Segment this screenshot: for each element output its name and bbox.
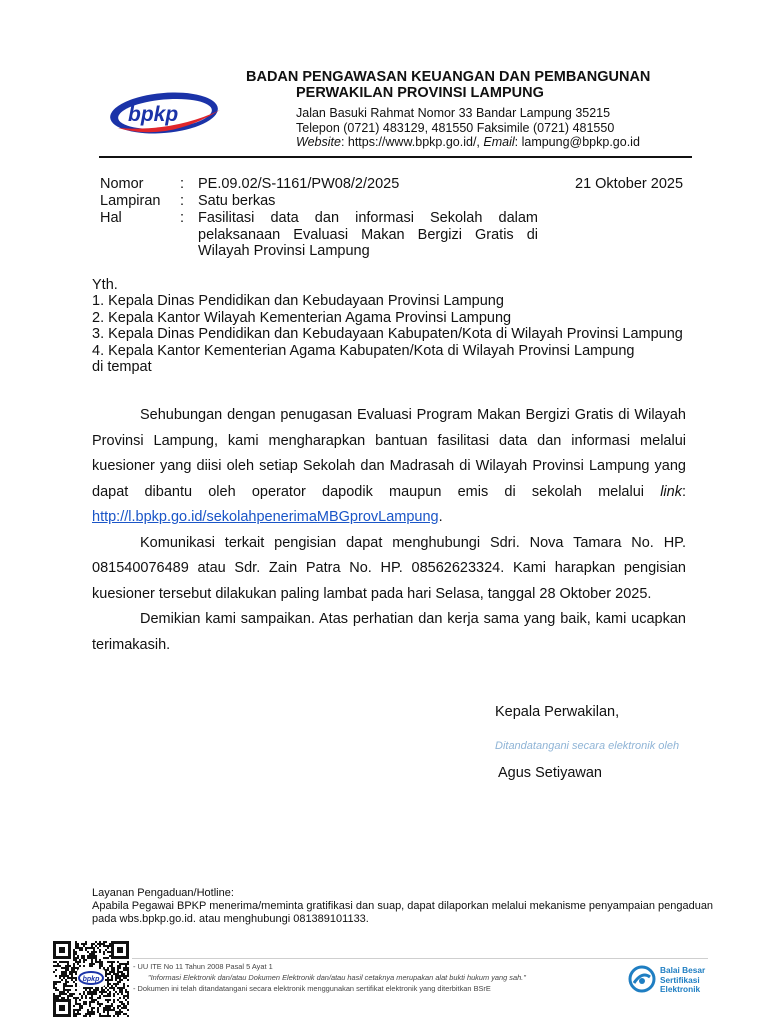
footer-line-1: - UU ITE No 11 Tahun 2008 Pasal 5 Ayat 1 xyxy=(133,962,273,971)
letterhead-divider xyxy=(99,156,692,158)
nomor-label: Nomor xyxy=(100,176,144,192)
yth-label: Yth. xyxy=(92,277,118,293)
footer-line-2: "Informasi Elektronik dan/atau Dokumen Elektronik dan/atau hasil cetaknya merupakan alat bukti hukum yang sah." xyxy=(148,973,526,982)
website-label: Website xyxy=(296,135,341,149)
body-paragraph-3: Demikian kami sampaikan. Atas perhatian dan kerja sama yang baik, kami ucapkan terimakasih. xyxy=(92,611,686,653)
recipient-item: 4. Kepala Kantor Kementerian Agama Kabupaten/Kota di Wilayah Provinsi Lampung xyxy=(92,342,635,359)
recipients-block xyxy=(92,277,692,375)
website-value[interactable]: : https://www.bpkp.go.id/, xyxy=(340,135,484,149)
nomor-value: PE.09.02/S-1161/PW08/2/2025 xyxy=(198,176,400,192)
bsre-line-2: Sertifikasi xyxy=(660,974,700,985)
email-value[interactable]: : lampung@bpkp.go.id xyxy=(514,135,640,149)
hal-colon: : xyxy=(180,210,185,226)
lampiran-value: Satu berkas xyxy=(198,193,276,209)
survey-link[interactable]: http://l.bpkp.go.id/sekolahpenerimaMBGprovLampung xyxy=(92,509,439,525)
p1-sep: : xyxy=(681,483,686,500)
p1-text: Sehubungan dengan penugasan Evaluasi Program Makan Bergizi Gratis di Wilayah Provinsi Lampung, kami mengharapkan bantuan fasilitasi data dan informasi melalui kuesioner yang diisi oleh setiap Sekolah dan Madrasah di Wilayah Provinsi Lampung yang dapat dibantu oleh operator dapodik maupun emis di sekolah melalui xyxy=(92,407,686,500)
footer-line-3: - Dokumen ini telah ditandatangani secara elektronik menggunakan sertifikat elektronik yang diterbitkan BSrE xyxy=(133,984,491,993)
body-paragraph-2: Komunikasi terkait pengisian dapat menghubungi Sdri. Nova Tamara No. HP. 081540076489 atau Sdr. Zain Patra No. HP. 08562623324. Kami harapkan pengisian kuesioner tersebut dilakukan paling lambat pada hari Selasa, tanggal 28 Oktober 2025. xyxy=(92,534,686,602)
lampiran-label: Lampiran xyxy=(100,193,161,209)
org-web-email xyxy=(296,135,640,150)
qr-code-icon xyxy=(53,941,129,1017)
qr-logo-text: bpkp xyxy=(82,976,100,983)
recipient-item: 1. Kepala Dinas Pendidikan dan Kebudayaan Provinsi Lampung xyxy=(92,293,504,310)
hotline-text: Apabila Pegawai BPKP menerima/meminta gratifikasi dan suap, dapat dilaporkan melalui mekanisme penyampaian pengaduan pada wbs.bpkp.go.id. atau menghubungi 081389101133. xyxy=(92,899,714,925)
bsre-logo-icon xyxy=(628,965,656,993)
recipient-place: di tempat xyxy=(92,359,152,376)
email-label: Email xyxy=(483,135,515,149)
bsre-label xyxy=(660,966,705,995)
org-name-line2: PERWAKILAN PROVINSI LAMPUNG xyxy=(296,85,544,101)
letter-body xyxy=(92,403,686,658)
hal-value: Fasilitasi data dan informasi Sekolah dalam pelaksanaan Evaluasi Makan Bergizi Gratis di Wilayah Provinsi Lampung xyxy=(198,210,538,259)
p1-end: . xyxy=(438,509,443,525)
org-address: Jalan Basuki Rahmat Nomor 33 Bandar Lampung 35215 xyxy=(296,106,611,120)
org-name-line1: BADAN PENGAWASAN KEUANGAN DAN PEMBANGUNAN xyxy=(246,69,651,85)
bpkp-logo xyxy=(108,88,226,140)
hotline-block xyxy=(92,887,732,925)
bsre-line-1: Balai Besar xyxy=(660,965,706,975)
lampiran-colon: : xyxy=(180,193,185,209)
esign-note: Ditandatangani secara elektronik oleh xyxy=(495,740,680,752)
body-paragraph-1 xyxy=(92,403,686,531)
letter-date: 21 Oktober 2025 xyxy=(575,176,684,192)
p1-link-label: link xyxy=(660,483,682,500)
nomor-colon: : xyxy=(180,176,185,192)
signer-name: Agus Setiyawan xyxy=(498,765,602,781)
recipient-item: 2. Kepala Kantor Wilayah Kementerian Agama Provinsi Lampung xyxy=(92,309,512,326)
signer-title: Kepala Perwakilan, xyxy=(495,704,620,720)
hal-label: Hal xyxy=(100,210,122,226)
bsre-line-3: Elektronik xyxy=(660,984,701,995)
org-phone: Telepon (0721) 483129, 481550 Faksimile (0721) 481550 xyxy=(296,120,615,135)
org-address-block xyxy=(296,106,640,150)
recipient-item: 3. Kepala Dinas Pendidikan dan Kebudayaan Kabupaten/Kota di Wilayah Provinsi Lampung xyxy=(92,326,683,343)
logo-text: bpkp xyxy=(128,103,179,126)
hotline-title: Layanan Pengaduan/Hotline: xyxy=(92,887,234,899)
footer-divider xyxy=(132,958,708,959)
